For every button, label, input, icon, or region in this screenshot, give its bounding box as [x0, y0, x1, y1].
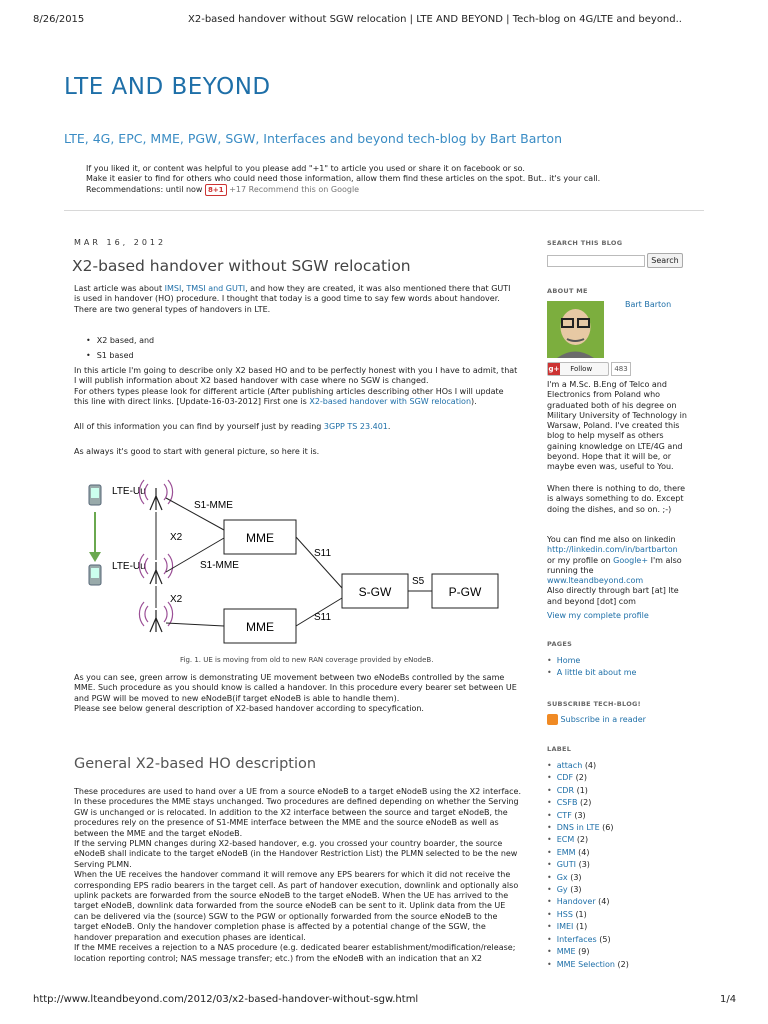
search-button[interactable]: Search: [647, 253, 683, 268]
label-count: (9): [578, 947, 590, 957]
about-heading: ABOUT ME: [547, 287, 588, 295]
tmsi-guti-link[interactable]: TMSI and GUTI: [186, 284, 246, 293]
label-item: [547, 896, 629, 908]
page-link-home[interactable]: Home: [556, 656, 581, 665]
label-link[interactable]: HSS: [556, 909, 573, 919]
bio-line: I'm a M.Sc. B.Eng of Telco and: [547, 380, 667, 389]
post-title[interactable]: X2-based handover without SGW relocation: [72, 257, 411, 275]
pages-list: [547, 655, 636, 680]
bio-line: Warsaw, Poland. I've created this: [547, 421, 680, 431]
label-count: (1): [575, 922, 588, 932]
s1-mme-label: S1-MME: [194, 500, 233, 511]
bio-line: is always something to do. Except: [547, 494, 684, 504]
mme-label: MME: [246, 531, 274, 545]
post-date: MAR 16, 2012: [74, 238, 167, 247]
body-line: If the serving PLMN changes during X2-based handover, e.g. you crossed your country boarder, the source: [74, 839, 503, 849]
body-line: GW is unchanged or is relocated. In addition to the X2 interface between the source and target eNodeB, the: [74, 807, 508, 817]
label-count: (4): [584, 761, 597, 770]
post-paragraph-2: In this article I'm going to describe only X2 based HO and to be perfectly honest with you I have to admit, that I will publish information about X2 based handover with case where no SGW is changed. For others types please look for different article (After publishing articles describing other HOs I will update this line with direct links. [Update-16-03-2012] First one is X2-based handover with SGW relocation).: [74, 366, 518, 407]
print-title: X2-based handover without SGW relocation | LTE AND BEYOND | Tech-blog on 4G/LTE and beyond..: [188, 14, 682, 25]
label-count: (3): [570, 872, 582, 882]
gplus-icon: g+: [548, 365, 560, 373]
imsi-link[interactable]: IMSI: [164, 284, 182, 293]
label-heading: LABEL: [547, 745, 572, 753]
sgw-relocation-link[interactable]: X2-based handover with SGW relocation: [309, 397, 472, 407]
label-count: (5): [599, 934, 611, 944]
intro-line-1: If you liked it, or content was helpful to you please add "+1" to article you used or share it on facebook or so.: [86, 164, 525, 173]
s11-label: S11: [314, 548, 332, 559]
bio-line: When there is nothing to do, there: [547, 484, 686, 493]
subscribe-heading: SUBSCRIBE TECH-BLOG!: [547, 700, 641, 708]
linkedin-link[interactable]: http://linkedin.com/in/bartbarton: [547, 545, 678, 555]
label-count: (6): [602, 823, 614, 833]
recommend-link[interactable]: Recommend this on Google: [248, 185, 360, 194]
label-count: (3): [570, 885, 582, 895]
label-link[interactable]: Gy: [556, 885, 568, 895]
search-input[interactable]: [547, 255, 645, 267]
list-item: • X2 based, and: [86, 333, 154, 348]
label-link[interactable]: IMEI: [556, 922, 574, 932]
label-link[interactable]: Gx: [556, 872, 568, 882]
body-line: uplink packets are forwarded from the source eNodeB to the target eNodeB. When the UE has arrived to the: [74, 891, 509, 901]
subscribe-row[interactable]: [547, 714, 646, 725]
intro-line-2: Make it easier to find for others who could need those information, allow them find these articles on the spot. But.. it's your call.: [86, 174, 601, 183]
label-item: [547, 760, 629, 772]
label-link[interactable]: Handover: [556, 897, 596, 907]
label-item: [547, 847, 629, 859]
sgw-label: S-GW: [358, 585, 392, 599]
follower-count: 483: [611, 362, 631, 376]
label-count: (1): [575, 909, 587, 919]
pages-heading: PAGES: [547, 640, 573, 648]
label-count: (2): [575, 773, 587, 783]
bio-line: maybe even was, useful to You.: [547, 462, 674, 472]
label-link[interactable]: EMM: [556, 847, 576, 857]
label-item: [547, 959, 629, 971]
s11-label: S11: [314, 612, 332, 623]
3gpp-link[interactable]: 3GPP TS 23.401: [323, 422, 388, 431]
network-diagram: [74, 468, 530, 666]
body-line: target eNodeB. Only the handover completion phase is affected by a potential change of the SGW, the: [74, 922, 486, 932]
label-link[interactable]: Interfaces: [556, 934, 597, 944]
label-count: (3): [574, 810, 586, 820]
blog-title[interactable]: LTE AND BEYOND: [64, 74, 271, 100]
page-link-about[interactable]: A little bit about me: [556, 668, 637, 678]
label-link[interactable]: MME: [556, 947, 576, 957]
label-link[interactable]: attach: [556, 761, 583, 770]
header-divider: [64, 210, 704, 211]
author-name[interactable]: Bart Barton: [625, 300, 672, 309]
search-heading: SEARCH THIS BLOG: [547, 239, 623, 247]
post-paragraph-5: As you can see, green arrow is demonstrating UE movement between two eNodeBs controlled by the same MME. Such procedure as you should know is called a handover. In this procedure every bearer set between UE and PGW will be moved to new eNodeB(if target eNodeB is able to handle them). Please see below general description of X2-based handover according to specyfication.: [74, 673, 517, 714]
x2-label: X2: [170, 532, 183, 543]
x2-label: X2: [170, 594, 183, 605]
body-line: If the MME receives a rejection to a NAS procedure (e.g. dedicated bearer establishment/modification/release;: [74, 943, 516, 953]
body-line: between the MME and the target eNodeB.: [74, 828, 243, 838]
gplus-follow-button[interactable]: g+ Follow: [547, 362, 609, 376]
figure-caption: Fig. 1. UE is moving from old to new RAN coverage provided by eNodeB.: [180, 656, 434, 664]
label-link[interactable]: CSFB: [556, 798, 578, 808]
body-line: can be delivered via the (source) SGW to the PGW or optionally forwarded from the source eNodeB to the: [74, 911, 498, 921]
bio-line: Military University of Technology in: [547, 410, 687, 420]
author-contact: You can find me also on linkedin http://linkedin.com/in/bartbarton or my profile on Google+ I'm also running the www.lteandbeyond.com Also directly through bart [at] lte and beyond [dot] com: [547, 535, 682, 606]
blog-description: LTE, 4G, EPC, MME, PGW, SGW, Interfaces and beyond tech-blog by Bart Barton: [64, 131, 562, 146]
label-item: [547, 884, 629, 896]
label-count: (1): [576, 785, 588, 795]
label-link[interactable]: CDF: [556, 773, 574, 783]
label-link[interactable]: DNS in LTE: [556, 823, 600, 833]
label-item: [547, 934, 629, 946]
post-paragraph-1: Last article was about IMSI, TMSI and GUTI, and how they are created, it was also mentioned there that GUTI is used in handover (HO) procedure. I thought that today is a good time to say few words about handover. There are two general types of handovers in LTE.: [74, 284, 511, 314]
label-count: (4): [578, 847, 590, 857]
mme-label: MME: [246, 620, 274, 634]
author-avatar[interactable]: [547, 301, 604, 358]
label-count: (2): [576, 835, 589, 845]
label-item: [547, 872, 629, 884]
recommendations-row: [86, 184, 359, 196]
label-item: [547, 946, 629, 958]
post-paragraph-3: All of this information you can find by yourself just by reading 3GPP TS 23.401.: [74, 422, 391, 431]
google-plus-link[interactable]: Google+: [613, 555, 649, 565]
body-line: location reporting control; NAS message transfer; etc.) from the eNodeB with an indication that an X2: [74, 953, 483, 963]
body-line: target eNodeB, downlink data forwarded from the source eNodeB can be sent to it. Uplink data from the UE: [74, 901, 506, 911]
author-bio: [547, 380, 687, 473]
body-line: eNodeB shall indicate to the target eNodeB (in the Handover Restriction List) the PLMN selected to be the new: [74, 849, 518, 859]
label-count: (4): [598, 897, 610, 907]
page-url: http://www.lteandbeyond.com/2012/03/x2-based-handover-without-sgw.html: [33, 994, 419, 1005]
body-line: Serving PLMN.: [74, 859, 132, 869]
label-item: [547, 822, 629, 834]
bio-line: doing the dishes, and so on. ;-): [547, 504, 672, 514]
label-count: (3): [578, 860, 590, 870]
body-line: When the UE receives the handover command it will remove any EPS bearers for which it did not receive the: [74, 870, 511, 880]
ue-phone-icon: [89, 485, 101, 505]
post-paragraph-4: As always it's good to start with general picture, so here it is.: [74, 447, 320, 456]
label-item: [547, 810, 629, 822]
gplus-one-button[interactable]: 8+1: [205, 184, 227, 196]
label-link[interactable]: MME Selection: [556, 959, 615, 969]
site-link[interactable]: www.lteandbeyond.com: [547, 576, 644, 586]
bio-line: graduated both of his degree on: [547, 400, 677, 410]
label-link[interactable]: CDR: [556, 785, 575, 795]
body-line: handover preparation and execution phases are identical.: [74, 932, 306, 942]
label-count: (2): [580, 798, 592, 808]
handover-types-list: [86, 333, 154, 363]
gplus-count: +17: [229, 185, 247, 194]
label-item: [547, 859, 629, 871]
label-item: [547, 785, 629, 797]
label-count: (2): [617, 959, 629, 969]
print-date: 8/26/2015: [33, 14, 85, 25]
body-line: These procedures are used to hand over a UE from a source eNodeB to a target eNodeB using the X2 interface.: [74, 787, 522, 796]
pgw-label: P-GW: [448, 585, 482, 599]
s1-mme-label: S1-MME: [200, 560, 239, 571]
label-item: [547, 772, 629, 784]
rss-icon: [547, 714, 558, 725]
label-link[interactable]: CTF: [556, 810, 572, 820]
body-line: In these procedures the MME stays unchanged. Two procedures are defined depending on whether the Serving: [74, 797, 519, 807]
bio-line: beyond. Hope that it will be, or: [547, 452, 672, 462]
author-bio-2: [547, 484, 685, 515]
view-profile-link[interactable]: View my complete profile: [547, 611, 649, 620]
bio-line: blog to help myself as others: [547, 431, 664, 441]
label-item: [547, 909, 629, 921]
recommendations-label: Recommendations: until now: [86, 185, 203, 194]
label-item: [547, 921, 629, 933]
label-link[interactable]: GUTI: [556, 860, 577, 870]
bio-line: gaining knowledge on LTE/4G and: [547, 441, 683, 451]
section-body: [74, 787, 524, 964]
section-heading: General X2-based HO description: [74, 756, 317, 772]
label-item: [547, 834, 629, 846]
subscribe-link[interactable]: Subscribe in a reader: [560, 715, 646, 724]
s5-label: S5: [412, 576, 425, 587]
page-number: 1/4: [720, 994, 737, 1005]
bio-line: Electronics from Poland who: [547, 390, 661, 400]
label-item: [547, 797, 629, 809]
ue-phone-icon: [89, 565, 101, 585]
body-line: corresponding EPS radio bearers in the target cell. As part of handover execution, downlink and optionally also: [74, 880, 519, 890]
list-item: • S1 based: [86, 348, 154, 363]
label-link[interactable]: ECM: [556, 835, 575, 845]
body-line: procedures rely on the presence of S1-MME interface between the MME and the source eNodeB as well as: [74, 818, 499, 828]
lte-uu-label: LTE-Uu: [112, 486, 146, 497]
lte-uu-label: LTE-Uu: [112, 561, 146, 572]
label-list: [547, 760, 629, 971]
